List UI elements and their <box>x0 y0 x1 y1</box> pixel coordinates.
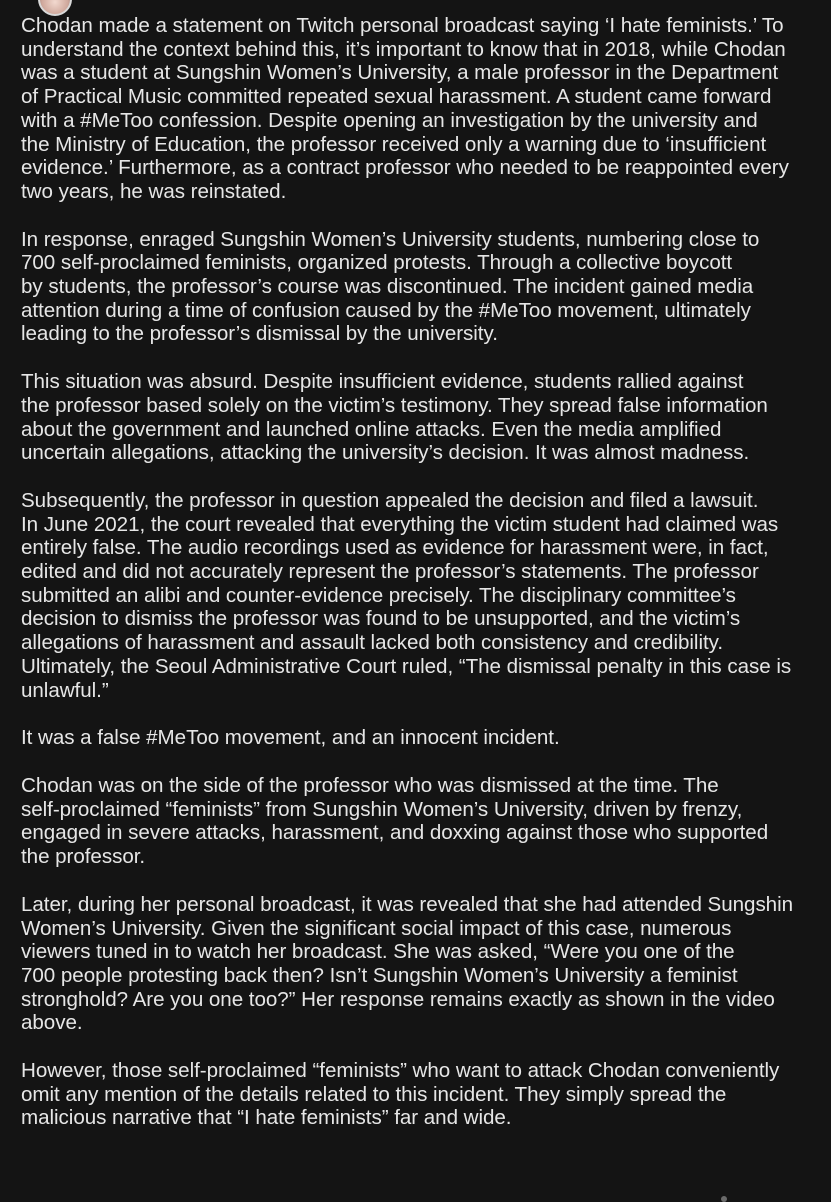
scroll-indicator <box>721 1196 727 1202</box>
post-body <box>21 14 817 1154</box>
paragraph-6: Chodan was on the side of the professor who was dismissed at the time. The self-proclaimed “feminists” from Sungshin Women’s University, driven by frenzy, engaged in severe attacks, harassment, and doxxing against those who supported the professor. <box>21 773 769 869</box>
paragraph-2: In response, enraged Sungshin Women’s University students, numbering close to 700 self-proclaimed feminists, organized protests. Through a collective boycott by students, the professor’s course was discontinued. The incident gained media attention during a time of confusion caused by the #MeToo movement, ultimately leading to the professor’s dismissal by the university. <box>21 227 760 346</box>
paragraph-7: Later, during her personal broadcast, it was revealed that she had attended Sungshin Women’s University. Given the significant social impact of this case, numerous viewers tuned in to watch her broadcast. She was asked, “Were you one of the 700 people protesting back then? Isn’t Sungshin Women’s University a feminist stronghold? Are you one too?” Her response remains exactly as shown in the video above. <box>21 892 794 1035</box>
paragraph-8: However, those self-proclaimed “feminists” who want to attack Chodan conveniently omit any mention of the details related to this incident. They simply spread the malicious narrative that “I hate feminists” far and wide. <box>21 1059 780 1130</box>
paragraph-3: This situation was absurd. Despite insufficient evidence, students rallied against the professor based solely on the victim’s testimony. They spread false information about the government and launched online attacks. Even the media amplified uncertain allegations, attacking the university’s decision. It was almost madness. <box>21 370 768 465</box>
paragraph-4: Subsequently, the professor in question appealed the decision and filed a lawsuit. In June 2021, the court revealed that everything the victim student had claimed was entirely false. The audio recordings used as evidence for harassment were, in fact, edited and did not accurately represent the professor’s statements. The professor submitted an alibi and counter-evidence precisely. The disciplinary committee’s decision to dismiss the professor was found to be unsupported, and the victim’s allegations of harassment and assault lacked both consistency and credibility. Ultimately, the Seoul Administrative Court ruled, “The dismissal penalty in this case is unlawful.” <box>21 488 792 702</box>
paragraph-5: It was a false #MeToo movement, and an innocent incident. <box>21 726 560 750</box>
paragraph-1: Chodan made a statement on Twitch personal broadcast saying ‘I hate feminists.’ To understand the context behind this, it’s important to know that in 2018, while Chodan was a student at Sungshin Women’s University, a male professor in the Department of Practical Music committed repeated sexual harassment. A student came forward with a #MeToo confession. Despite opening an investigation by the university and the Ministry of Education, the professor received only a warning due to ‘insufficient evidence.’ Furthermore, as a contract professor who needed to be reappointed every two years, he was reinstated. <box>21 14 789 203</box>
